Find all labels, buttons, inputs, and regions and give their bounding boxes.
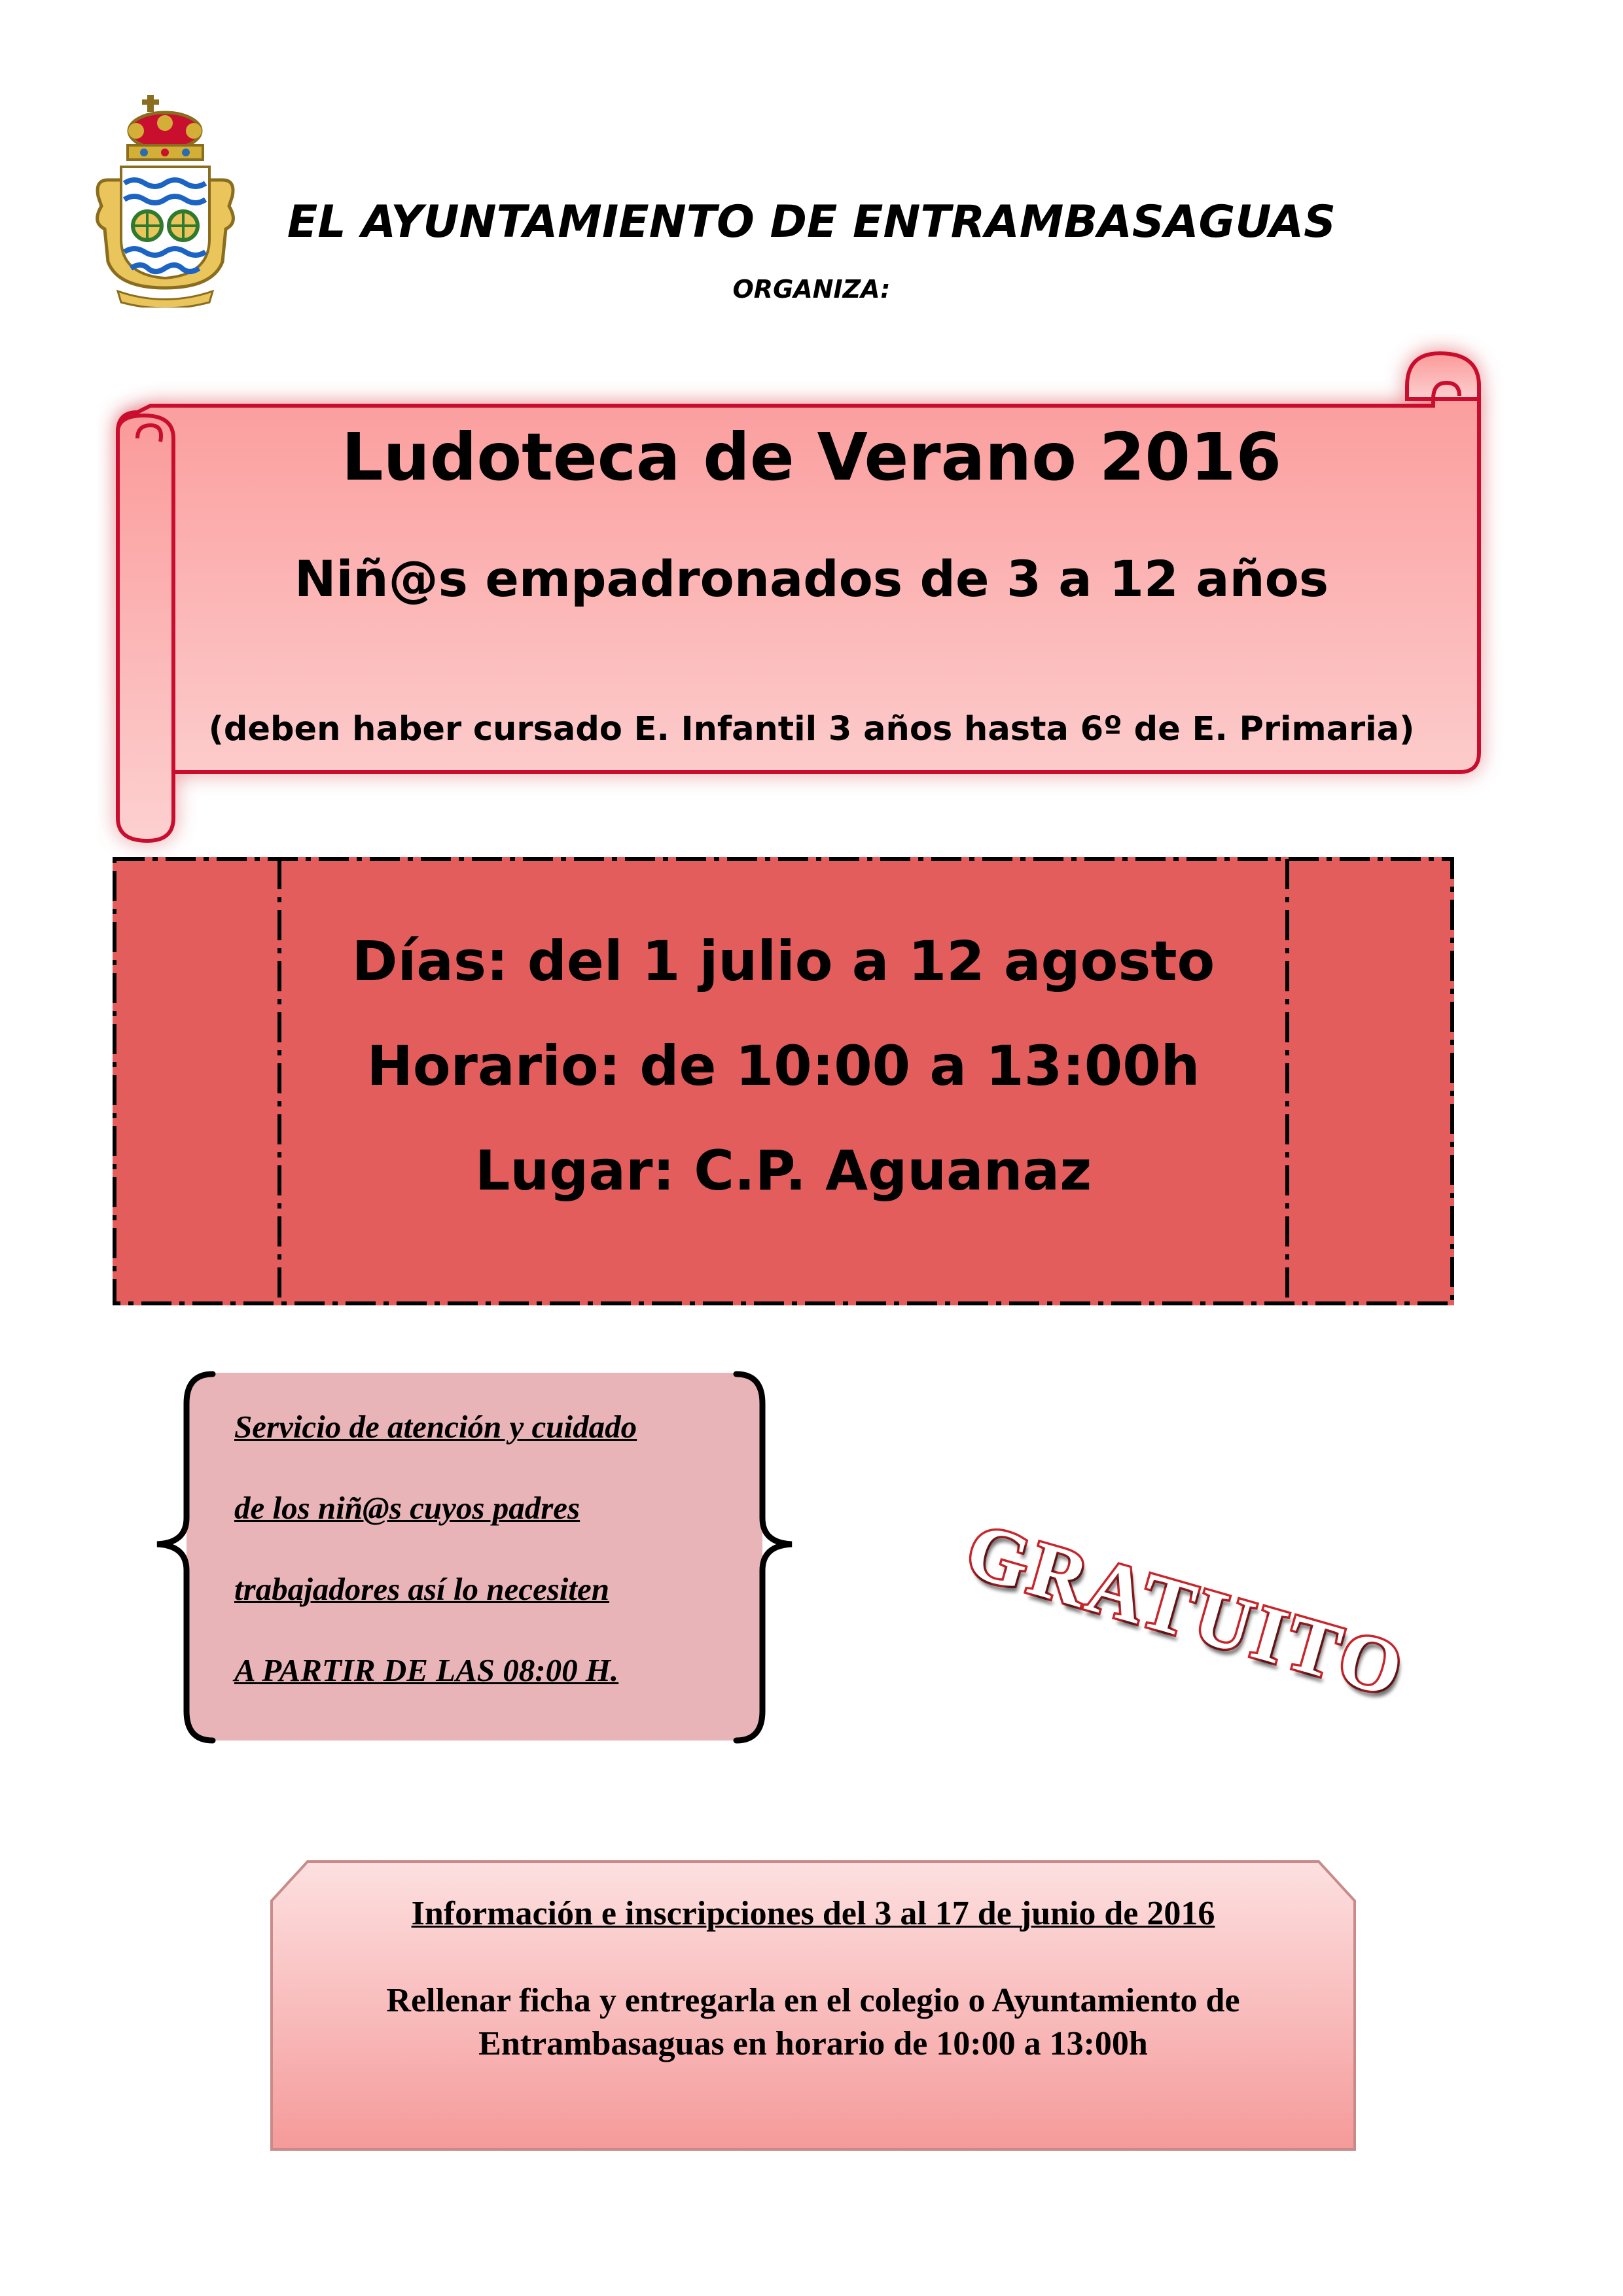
- header-title: EL AYUNTAMIENTO DE ENTRAMBASAGUAS: [287, 196, 1336, 248]
- service-line-2: de los niñ@s cuyos padres: [234, 1490, 580, 1526]
- scroll-note: (deben haber cursado E. Infantil 3 años hasta 6º de E. Primaria): [208, 710, 1415, 749]
- service-line-4: A PARTIR DE LAS 08:00 H.: [234, 1652, 619, 1688]
- info-schedule: Horario: de 10:00 a 13:00h: [366, 1034, 1200, 1098]
- registration-title: Información e inscripciones del 3 al 17 de junio de 2016: [411, 1895, 1215, 1932]
- registration-body: Rellenar ficha y entregarla en el colegio o Ayuntamiento de Entrambasaguas en horario de 10:00 a 13:00h: [386, 1982, 1240, 2062]
- service-line-3: trabajadores así lo necesiten: [234, 1571, 610, 1607]
- free-stamp: GRATUITO: [957, 1506, 1416, 1715]
- header-subtitle: ORGANIZA:: [732, 275, 891, 304]
- info-dates: Días: del 1 julio a 12 agosto: [351, 929, 1215, 993]
- service-line-1: Servicio de atención y cuidado: [234, 1409, 637, 1445]
- scroll-subtitle: Niñ@s empadronados de 3 a 12 años: [294, 550, 1329, 608]
- info-location: Lugar: C.P. Aguanaz: [474, 1139, 1092, 1203]
- scroll-title: Ludoteca de Verano 2016: [341, 419, 1282, 495]
